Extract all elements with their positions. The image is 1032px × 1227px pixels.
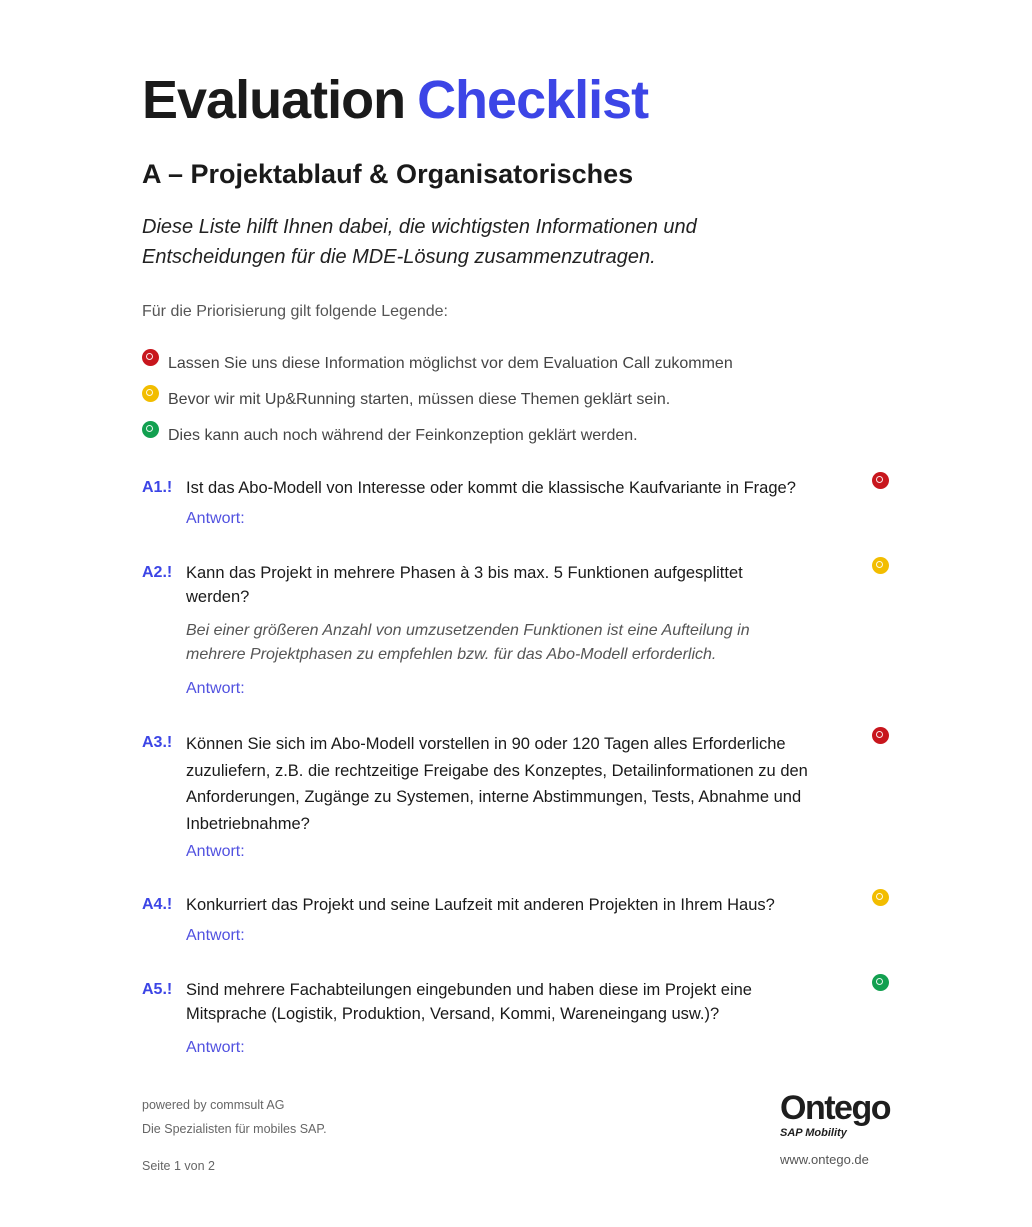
question-number: A3.! (142, 734, 173, 751)
powered-by: powered by commsult AG (142, 1098, 285, 1112)
title-part-2: Checklist (417, 70, 649, 130)
question-number: A1.! (142, 479, 173, 496)
priority-green-icon (142, 421, 159, 438)
question-number: A4.! (142, 896, 173, 913)
legend-intro: Für die Priorisierung gilt folgende Legende: (142, 303, 448, 320)
question-text: Konkurriert das Projekt und seine Laufzeit mit anderen Projekten in Ihrem Haus? (186, 896, 775, 914)
title-part-1: Evaluation (142, 70, 406, 130)
question-text: Kann das Projekt in mehrere Phasen à 3 bis max. 5 Funktionen aufgesplittet werden? (186, 564, 743, 606)
intro-text: Diese Liste hilft Ihnen dabei, die wichtigsten Informationen und Entscheidungen für die MDE-Lösung zusammenzutragen. (142, 216, 697, 268)
section-subtitle: A – Projektablauf & Organisatorisches (142, 159, 634, 189)
website-link[interactable]: www.ontego.de (780, 1152, 869, 1167)
legend-item-green: Dies kann auch noch während der Feinkonzeption geklärt werden. (168, 427, 638, 444)
tagline: Die Spezialisten für mobiles SAP. (142, 1122, 327, 1136)
priority-yellow-icon (872, 889, 889, 906)
answer-label[interactable]: Antwort: (186, 1039, 245, 1056)
answer-label[interactable]: Antwort: (186, 680, 245, 697)
page-number: Seite 1 von 2 (142, 1159, 215, 1173)
answer-label[interactable]: Antwort: (186, 843, 245, 860)
priority-yellow-icon (872, 557, 889, 574)
question-text: Sind mehrere Fachabteilungen eingebunden und haben diese im Projekt eine Mitsprache (Logistik, Produktion, Versand, Kommi, Wareneingang usw.)? (186, 981, 752, 1023)
question-text: Ist das Abo-Modell von Interesse oder kommt die klassische Kaufvariante in Frage? (186, 479, 796, 497)
priority-red-icon (872, 727, 889, 744)
priority-red-icon (142, 349, 159, 366)
answer-label[interactable]: Antwort: (186, 510, 245, 527)
page-title (142, 68, 648, 132)
priority-red-icon (872, 472, 889, 489)
question-text: Können Sie sich im Abo-Modell vorstellen in 90 oder 120 Tagen alles Erforderliche zuzuliefern, z.B. die rechtzeitige Freigabe des Konzeptes, Detailinformationen zu den Anforderungen, Zugänge zu Systemen, interne Abstimmungen, Tests, Abnahme und Inbetriebnahme? (186, 735, 808, 833)
priority-green-icon (872, 974, 889, 991)
priority-yellow-icon (142, 385, 159, 402)
question-number: A2.! (142, 564, 173, 581)
ontego-logo: Ontego (780, 1089, 890, 1127)
answer-label[interactable]: Antwort: (186, 927, 245, 944)
question-note: Bei einer größeren Anzahl von umzusetzenden Funktionen ist eine Aufteilung in mehrere Projektphasen zu empfehlen bzw. für das Abo-Modell erforderlich. (186, 622, 750, 663)
logo-subtitle: SAP Mobility (780, 1127, 847, 1139)
legend-item-yellow: Bevor wir mit Up&Running starten, müssen diese Themen geklärt sein. (168, 391, 671, 408)
question-number: A5.! (142, 981, 173, 998)
legend-item-red: Lassen Sie uns diese Information möglichst vor dem Evaluation Call zukommen (168, 355, 733, 372)
